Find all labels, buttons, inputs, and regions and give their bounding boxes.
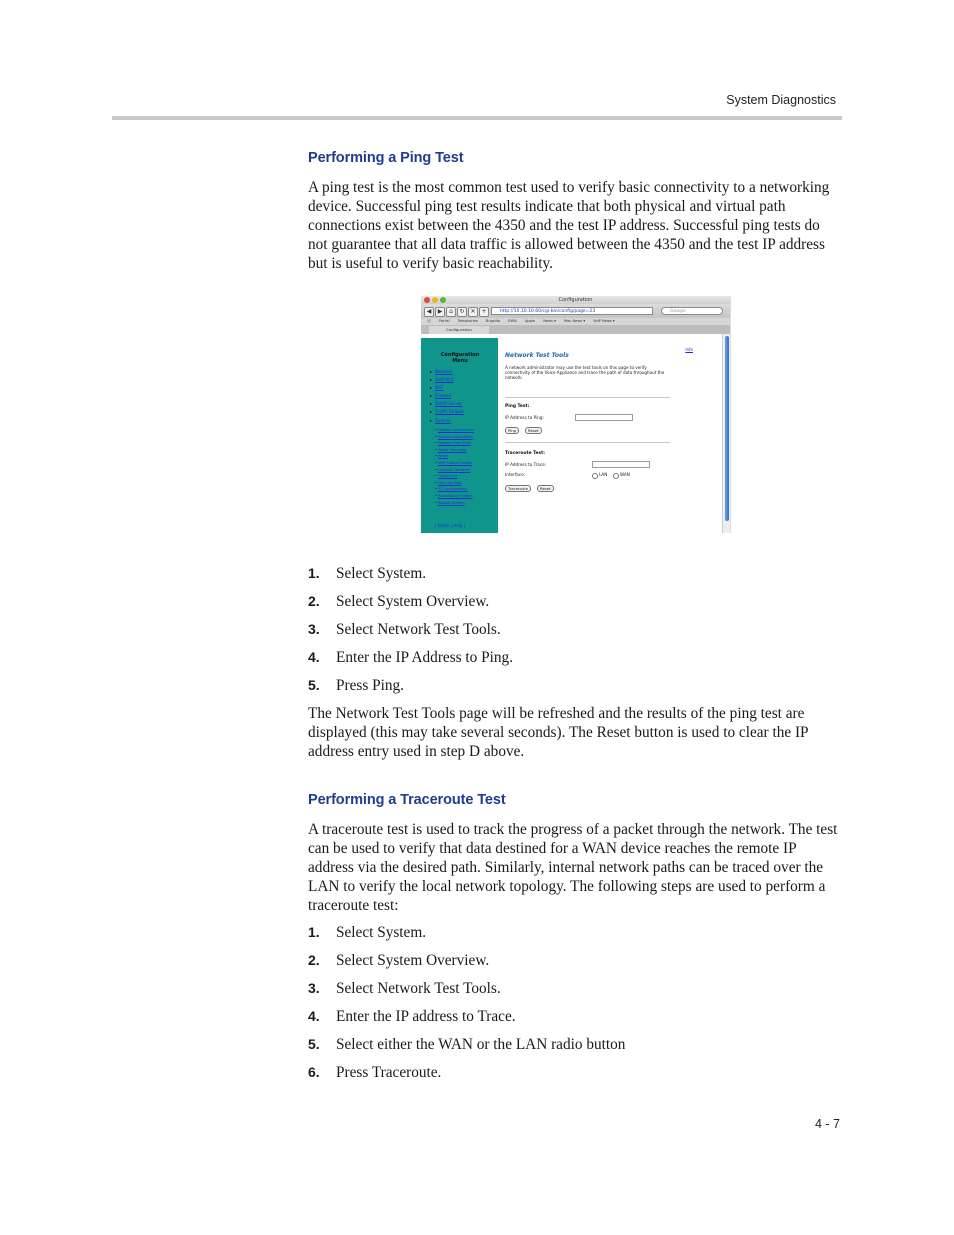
system-submenu bbox=[435, 427, 474, 506]
menu-item-dhcp-server[interactable]: ▸ DHCP Server bbox=[430, 400, 464, 408]
traceroute-section-heading: Performing a Traceroute Test bbox=[308, 792, 506, 808]
step-text: Press Traceroute. bbox=[336, 1064, 442, 1081]
wan-radio[interactable] bbox=[613, 473, 619, 479]
lan-radio[interactable] bbox=[592, 473, 598, 479]
submenu-item-network-test-tools[interactable]: • Network Test Tools bbox=[435, 440, 474, 447]
traceroute-test-heading: Traceroute Test: bbox=[505, 451, 545, 456]
trace-ip-input[interactable] bbox=[592, 461, 650, 468]
traceroute-intro-paragraph: A traceroute test is used to track the progress of a packet through the network. The test can be used to verify that data destined for a WAN device reaches the remote IP address via the desired path. Similarly, internal network paths can be traced over the LAN to verify the local network topology. The following steps are used to perform a traceroute test: bbox=[308, 821, 838, 914]
step-number: 2. bbox=[308, 952, 320, 968]
step-text: Enter the IP address to Trace. bbox=[336, 1008, 516, 1025]
submenu-item[interactable]: • Redundancy Switch bbox=[435, 493, 474, 500]
ping-section-heading: Performing a Ping Test bbox=[308, 150, 464, 166]
step-number: 5. bbox=[308, 677, 320, 693]
add-bookmark-icon[interactable]: + bbox=[479, 307, 489, 317]
submenu-item[interactable]: • VoIP Subnet Routes bbox=[435, 460, 474, 467]
panel-description: A network administrator may use the test tools on this page to verify connectivity of the Voice Appliance and trace the path of data throughout the network. bbox=[505, 365, 665, 380]
step-number: 4. bbox=[308, 1008, 320, 1024]
step-text: Select either the WAN or the LAN radio button bbox=[336, 1036, 626, 1053]
menu-items bbox=[430, 368, 464, 425]
bookmark-item[interactable]: EWN bbox=[508, 319, 517, 323]
submenu-item[interactable]: • Reset bbox=[435, 453, 474, 460]
divider bbox=[505, 397, 670, 398]
step-number: 6. bbox=[308, 1064, 320, 1080]
step-text: Enter the IP Address to Ping. bbox=[336, 649, 514, 666]
network-test-tools-screenshot bbox=[421, 296, 731, 533]
ping-ip-input[interactable] bbox=[575, 414, 633, 421]
traceroute-button[interactable]: Traceroute bbox=[505, 485, 531, 492]
submenu-item[interactable]: • Reboot System bbox=[435, 500, 474, 507]
home-icon[interactable]: ⌂ bbox=[446, 307, 456, 317]
step-number: 1. bbox=[308, 565, 320, 581]
menu-title-line1: Configuration bbox=[440, 352, 480, 358]
configuration-menu-title bbox=[427, 352, 493, 364]
tab-bar bbox=[421, 325, 730, 334]
url-field[interactable]: http://10.10.10.60/cgi-bin/config/page=23 bbox=[491, 307, 653, 315]
step-number: 5. bbox=[308, 1036, 320, 1052]
configuration-menu bbox=[421, 338, 498, 533]
step-text: Select System. bbox=[336, 565, 427, 582]
info-link[interactable]: Info bbox=[685, 347, 693, 352]
menu-item-system[interactable]: ▸ System bbox=[430, 417, 464, 425]
menu-item-firewall[interactable]: ▸ Firewall bbox=[430, 392, 464, 400]
step-text: Select System Overview. bbox=[336, 593, 490, 610]
step-number: 3. bbox=[308, 980, 320, 996]
submenu-item[interactable]: • Upgrade Firmware bbox=[435, 467, 474, 474]
trace-ip-label: IP Address to Trace: bbox=[505, 462, 547, 467]
tab-configuration[interactable]: Configuration bbox=[429, 326, 489, 334]
step-text: Select System. bbox=[336, 924, 427, 941]
menu-item-voip-alg[interactable]: ▸ VoIP ALG bbox=[430, 376, 464, 384]
step-number: 1. bbox=[308, 924, 320, 940]
step-number: 3. bbox=[308, 621, 320, 637]
interface-label: Interface: bbox=[505, 472, 526, 477]
bookmark-item[interactable]: VoIP News ▾ bbox=[593, 319, 615, 323]
bookmarks-icon[interactable]: ▯▯ bbox=[427, 319, 431, 323]
step-text: Select Network Test Tools. bbox=[336, 980, 501, 997]
bookmark-item[interactable]: News ▾ bbox=[543, 319, 556, 323]
step-text: Select System Overview. bbox=[336, 952, 490, 969]
reload-icon[interactable]: ↻ bbox=[457, 307, 467, 317]
ping-reset-button[interactable]: Reset bbox=[525, 427, 542, 434]
bookmark-item[interactable]: Telephones bbox=[457, 319, 478, 323]
step-number: 2. bbox=[308, 593, 320, 609]
scrollbar-thumb[interactable] bbox=[725, 336, 729, 521]
bookmark-item[interactable]: Mac News ▾ bbox=[564, 319, 586, 323]
menu-item-nat[interactable]: ▸ NAT bbox=[430, 384, 464, 392]
page-number: 4 - 7 bbox=[814, 1117, 840, 1131]
bookmarks-bar bbox=[421, 318, 730, 325]
bookmark-item[interactable]: Portal bbox=[439, 319, 450, 323]
home-help-links[interactable]: | Home | Help | bbox=[435, 523, 466, 528]
submenu-item[interactable]: • Traffic Simulator bbox=[435, 447, 474, 454]
step-text: Select Network Test Tools. bbox=[336, 621, 501, 638]
submenu-item[interactable]: • Clients List bbox=[435, 473, 474, 480]
stop-icon[interactable]: ✕ bbox=[468, 307, 478, 317]
ping-results-paragraph: The Network Test Tools page will be refreshed and the results of the ping test are displayed (this may take several seconds). The Reset button is used to clear the IP address entry used in step D above. bbox=[308, 705, 808, 760]
search-input[interactable]: Google bbox=[661, 307, 723, 315]
step-number: 4. bbox=[308, 649, 320, 665]
window-title: Configuration bbox=[558, 297, 593, 303]
submenu-item[interactable]: • System Information bbox=[435, 434, 474, 441]
browser-toolbar bbox=[421, 304, 730, 318]
lan-radio-label: LAN bbox=[599, 472, 608, 477]
traceroute-reset-button[interactable]: Reset bbox=[537, 485, 554, 492]
vertical-scrollbar[interactable] bbox=[722, 334, 731, 533]
panel-title: Network Test Tools bbox=[505, 352, 569, 359]
submenu-item[interactable]: • T1 Configuration bbox=[435, 486, 474, 493]
running-header: System Diagnostics bbox=[726, 93, 836, 107]
forward-icon[interactable]: ▶ bbox=[435, 307, 445, 317]
ping-ip-label: IP Address to Ping: bbox=[505, 415, 544, 420]
menu-item-network[interactable]: ▸ Network bbox=[430, 368, 464, 376]
menu-title-line2: Menu bbox=[452, 358, 468, 364]
header-rule bbox=[112, 116, 842, 120]
ping-intro-paragraph: A ping test is the most common test used to verify basic connectivity to a networking device. Successful ping test results indicate that both physical and virtual path connections exist between the 4350 and the test IP address. Successful ping tests do not guarantee that all data traffic is allowed between the 4350 and the test IP address but is useful to verify basic reachability. bbox=[308, 179, 830, 272]
ping-button[interactable]: Ping bbox=[505, 427, 519, 434]
submenu-item[interactable]: • Network Information bbox=[435, 427, 474, 434]
wan-radio-label: WAN bbox=[620, 472, 630, 477]
window-titlebar bbox=[421, 296, 730, 304]
menu-item-traffic-shaper[interactable]: ▸ Traffic Shaper bbox=[430, 408, 464, 416]
bookmark-item[interactable]: Bugzilla bbox=[485, 319, 500, 323]
network-test-tools-panel bbox=[498, 338, 722, 533]
submenu-item[interactable]: • Call Log Data bbox=[435, 480, 474, 487]
ping-test-heading: Ping Test: bbox=[505, 404, 530, 409]
back-icon[interactable]: ◀ bbox=[424, 307, 434, 317]
divider bbox=[505, 442, 670, 443]
bookmark-item[interactable]: Apple bbox=[524, 319, 536, 323]
step-text: Press Ping. bbox=[336, 677, 404, 694]
